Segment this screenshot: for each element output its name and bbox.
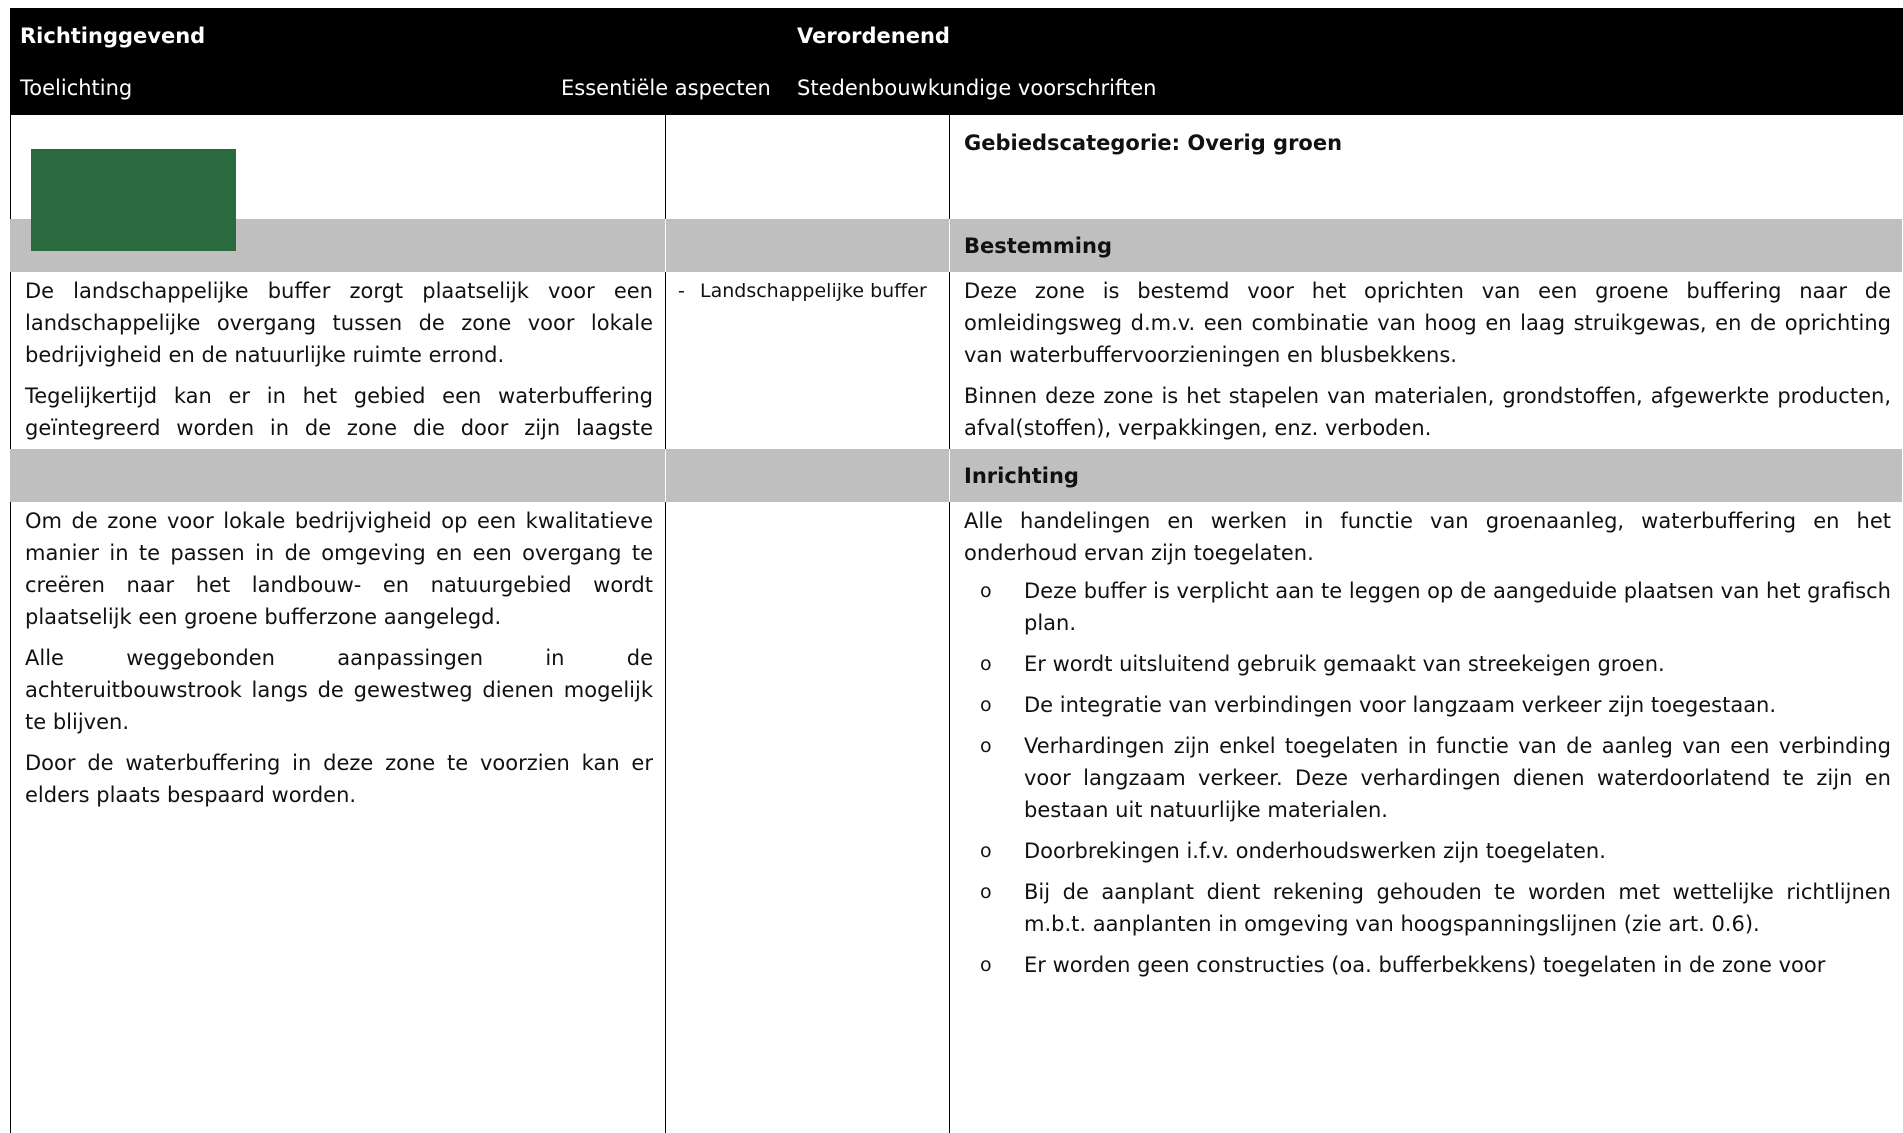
bullet-text: Er worden geen constructies (oa. bufferbekkens) toegelaten in de zone voor	[1024, 953, 1826, 977]
bullet-text: Verhardingen zijn enkel toegelaten in functie van de aanleg van een verbinding voor langzaam verkeer. Deze verhardingen dienen waterdoorlatend te zijn en bestaan uit natuurlijke materialen.	[1024, 734, 1891, 822]
aspect-text: Landschappelijke buffer	[700, 280, 927, 302]
voorschrift-paragraph: Binnen deze zone is het stapelen van materialen, grondstoffen, afgewerkte producten, afval(stoffen), verpakkingen, enz. verboden.	[964, 384, 1891, 440]
voorschrift-intro: Alle handelingen en werken in functie van groenaanleg, waterbuffering en het onderhoud ervan zijn toegelaten.	[964, 509, 1891, 565]
header-col-aspecten: Essentiële aspecten	[561, 76, 771, 100]
bullet-circle-icon: o	[980, 694, 992, 716]
bestemming-aspect	[666, 272, 950, 449]
voorschrift-bullet-item	[980, 876, 1891, 940]
bullet-text: Deze buffer is verplicht aan te leggen op de aangeduide plaatsen van het grafisch plan.	[1024, 579, 1891, 635]
section-title-bestemming: Bestemming	[964, 234, 1112, 258]
header-col-voorschriften: Stedenbouwkundige voorschriften	[797, 76, 1157, 100]
section-blank-2	[666, 219, 950, 272]
inrichting-voorschriften	[950, 502, 1903, 1133]
section-blank-2	[666, 449, 950, 502]
bullet-text: Er wordt uitsluitend gebruik gemaakt van streekeigen groen.	[1024, 652, 1665, 676]
bullet-text: De integratie van verbindingen voor langzaam verkeer zijn toegestaan.	[1024, 693, 1777, 717]
bullet-circle-icon: o	[980, 735, 992, 757]
category-row	[10, 115, 1903, 219]
bullet-circle-icon: o	[980, 881, 992, 903]
voorschrift-paragraph: Deze zone is bestemd voor het oprichten van een groene buffering naar de omleidingsweg d.m.v. een combinatie van hoog en laag struikgewas, en de oprichting van waterbuffervoorzieningen en blusbekkens.	[964, 279, 1891, 367]
voorschrift-bullet-list	[964, 575, 1891, 981]
header-col-toelichting: Toelichting	[20, 76, 133, 100]
toelichting-paragraph: Alle weggebonden aanpassingen in de achteruitbouwstrook langs de gewestweg dienen mogelijk te blijven.	[25, 646, 653, 734]
bestemming-voorschriften	[950, 272, 1903, 449]
inrichting-aspect	[666, 502, 950, 1133]
section-label-cell	[950, 449, 1903, 502]
category-color-swatch	[31, 149, 236, 251]
section-blank-1	[10, 449, 666, 502]
bullet-circle-icon: o	[980, 954, 992, 976]
voorschrift-bullet-item	[980, 575, 1891, 639]
section-row-inrichting	[10, 449, 1903, 502]
header-column-row	[10, 64, 1903, 115]
aspect-dash: -	[678, 280, 685, 302]
bullet-circle-icon: o	[980, 580, 992, 602]
voorschrift-bullet-item	[980, 949, 1891, 981]
inrichting-toelichting	[10, 502, 666, 1133]
category-label-cell	[950, 115, 1903, 219]
aspect-item	[678, 276, 937, 307]
toelichting-paragraph: Tegelijkertijd kan er in het gebied een waterbuffering geïntegreerd worden in de zone die door zijn laagste	[25, 384, 653, 440]
bestemming-toelichting	[10, 272, 666, 449]
voorschrift-bullet-item	[980, 689, 1891, 721]
bullet-text: Doorbrekingen i.f.v. onderhoudswerken zijn toegelaten.	[1024, 839, 1606, 863]
voorschrift-bullet-item	[980, 730, 1891, 826]
toelichting-paragraph: Om de zone voor lokale bedrijvigheid op een kwalitatieve manier in te passen in de omgeving en een overgang te creëren naar het landbouw- en natuurgebied wordt plaatselijk een groene bufferzone aangelegd.	[25, 509, 653, 629]
toelichting-paragraph: Door de waterbuffering in deze zone te voorzien kan er elders plaats bespaard worden.	[25, 751, 653, 807]
section-label-cell	[950, 219, 1903, 272]
bestemming-row	[10, 272, 1903, 449]
bullet-text: Bij de aanplant dient rekening gehouden te worden met wettelijke richtlijnen m.b.t. aanplanten in omgeving van hoogspanningslijnen (zie art. 0.6).	[1024, 880, 1891, 936]
voorschrift-bullet-item	[980, 835, 1891, 867]
bullet-circle-icon: o	[980, 653, 992, 675]
section-title-inrichting: Inrichting	[964, 464, 1079, 488]
section-row-bestemming	[10, 219, 1903, 272]
category-label: Gebiedscategorie: Overig groen	[964, 131, 1343, 155]
inrichting-row	[10, 502, 1903, 1133]
bullet-circle-icon: o	[980, 840, 992, 862]
header-group-row	[10, 8, 1903, 64]
voorschrift-bullet-item	[980, 648, 1891, 680]
regulation-table	[10, 8, 1903, 1133]
header-left-group: Richtinggevend	[20, 24, 206, 48]
category-aspect-cell	[666, 115, 950, 219]
header-right-group: Verordenend	[797, 24, 950, 48]
toelichting-paragraph: De landschappelijke buffer zorgt plaatselijk voor een landschappelijke overgang tussen de zone voor lokale bedrijvigheid en de natuurlijke ruimte errond.	[25, 279, 653, 367]
